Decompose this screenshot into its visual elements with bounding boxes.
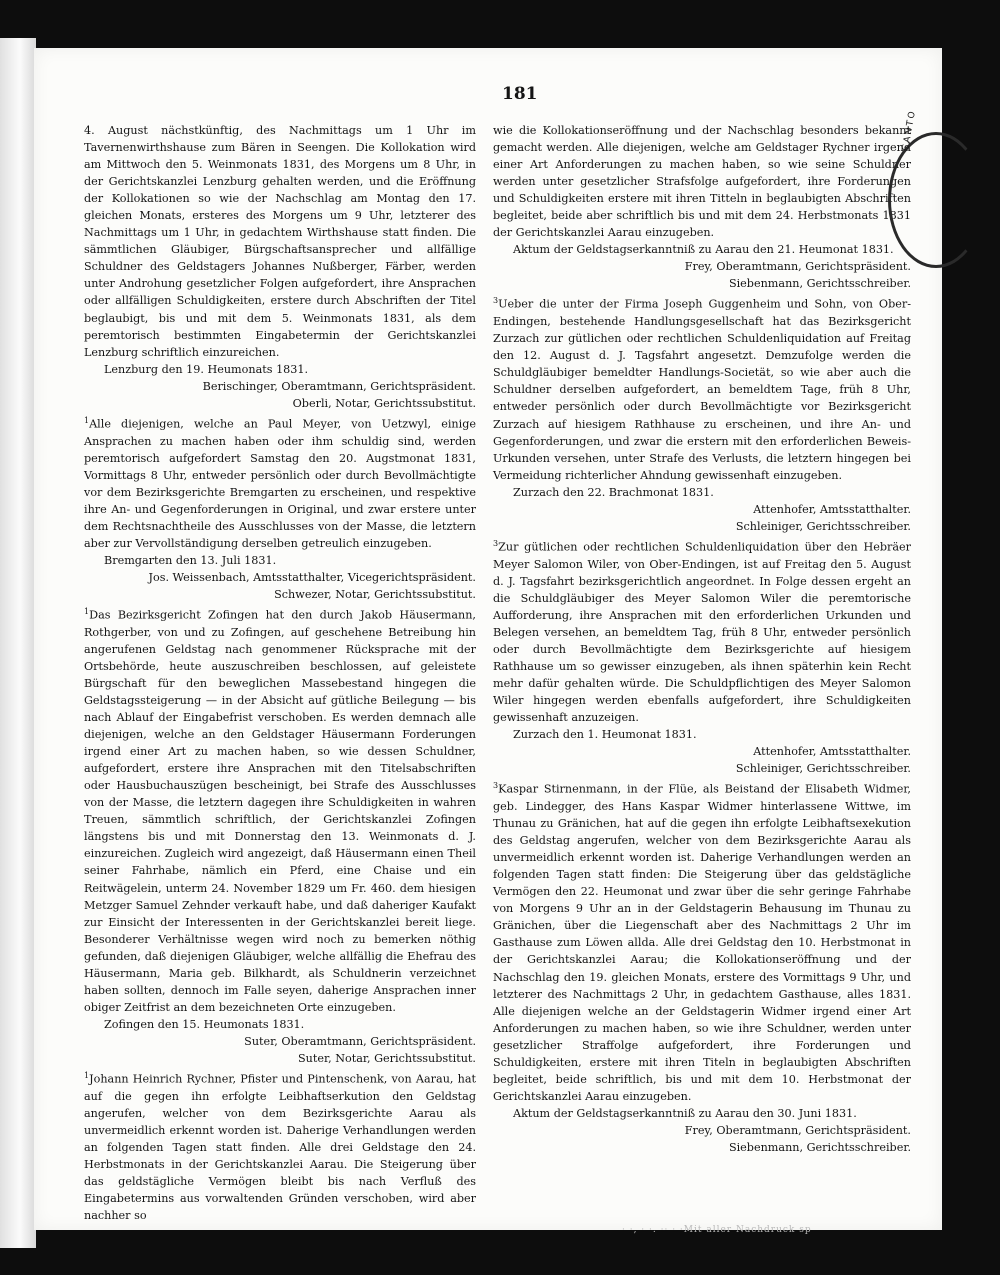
page-number: 181 [502,84,538,104]
notice-paragraph [493,292,911,483]
notice-paragraph [493,535,911,726]
notice-paragraph [84,412,476,552]
facing-page-edge [0,38,36,1248]
faded-bleed-through-text: · ·, · ·. ·· · ·Mit aller Nachdruck sp [622,1225,812,1235]
library-stamp-text: CANTO [901,108,919,152]
notice-text: Ueber die unter der Firma Joseph Guggenheim und Sohn, von Ober-Endingen, bestehende Handlungsgesellschaft hat das Bezirksgericht Zurzach zur gütlichen oder rechtlichen Schuldenliquidation auf Freitag den 12. August d. J. Tagsfahrt angesetzt. Demzufolge werden die Schuldgläubiger bemeldter Handlungs-Societät, so wie aber auch die Schuldner derselben aufgefordert, an bemeldtem Tage, früh 8 Uhr, entweder persönlich oder durch Bevollmächtigte vor Bezirksgericht Zurzach auf hiesigem Rathhause zu erscheinen, und ihre An- und Gegenforderungen, und zwar die erstern mit den erforderlichen Beweis-Urkunden versehen, unter Strafe des Verlusts, die letztern hingegen bei Vermeidung richterlicher Ahndung gewissenhaft einzugeben. [493,298,911,482]
notice-text: Zur gütlichen oder rechtlichen Schuldenliquidation über den Hebräer Meyer Salomon Wiler, von Ober-Endingen, ist auf Freitag den 5. August d. J. Tagsfahrt bezirksgerichtlich angeordnet. In Folge dessen ergeht an die Schuldgläubiger des Meyer Salomon Wiler die peremtorische Aufforderung, ihre Ansprachen mit den erforderlichen Urkunden und Belegen versehen, an bemeldtem Tag, früh 8 Uhr, entweder persönlich oder durch Bevollmächtigte dem Bezirksgerichte auf hiesigem Rathhause um so gewisser einzugeben, als ihnen späterhin kein Recht mehr dafür gehalten würde. Die Schuldpflichtigen des Meyer Salomon Wiler hingegen werden ebenfalls aufgefordert, ihre Schuldigkeiten gewissenhaft anzuzeigen. [493,540,911,725]
signature-line: Siebenmann, Gerichtsschreiber. [728,1140,911,1154]
signature-line: Schleiniger, Gerichtsschreiber. [735,762,911,776]
notice-paragraph [84,122,476,361]
notice-marker: 1 [84,1071,90,1081]
notice-paragraph [84,603,476,1016]
notice-text: Johann Heinrich Rychner, Pfister und Pintenschenk, von Aarau, hat auf die gegen ihn erfolgte Leibhaftserkution den Geldstag angerufen, welcher von dem Bezirksgerichte Aarau als unvermeidlich erkennt worden ist. Daherige Verhandlungen werden an folgenden Tagen statt finden. Alle drei Geldstage den 24. Herbstmonats in der Gerichtskanzlei Aarau. Die Steigerung über das geldstägliche Vermögen bleibt bis nach Verfluß des Eingabetermins aus vorwaltenden Gründen verschoben, wird aber nachher so [84,1072,476,1223]
notice-marker: 3 [493,781,499,791]
place-date-line: Zofingen den 15. Heumonats 1831. [104,1017,305,1031]
notice-paragraph [84,1067,476,1224]
notice-paragraph [493,777,911,1105]
signature-line: Oberli, Notar, Gerichtssubstitut. [292,396,476,410]
notice-text: Das Bezirksgericht Zofingen hat den durch Jakob Häusermann, Rothgerber, von und zu Zofingen, auf geschehene Betreibung hin angerufenen Geldstag nach genommener Rücksprache mit der Ortsbehörde, heute auszuschreiben beschlossen, auf geleistete Bürgschaft für den beweglichen Massebestand hingegen die Geldstagssteigerung — in der Absicht auf gütliche Beilegung — bis nach Ablauf der Eingabefrist verschoben. Es werden demnach alle diejenigen, welche an den Geldstager Häusermann Forderungen irgend einer Art zu machen haben, so wie dessen Schuldner, aufgefordert, erstere ihre Ansprachen mit den Titelsabschriften oder Hausbuchauszügen bescheinigt, bei Strafe des Ausschlusses von der Masse, die letztern dagegen ihre Schuldigkeiten in wahren Treuen, sämmtlich schriftlich, der Gerichtskanzlei Zofingen längstens bis und mit Donnerstag den 13. Weinmonats d. J. einzureichen. Zugleich wird angezeigt, daß Häusermann einen Theil seiner Fahrhabe, nämlich ein Pferd, eine Chaise und ein Reitwägelein, unterm 24. November 1829 um Fr. 460. dem hiesigen Metzger Samuel Zehnder verkauft habe, und daß daheriger Kaufakt zur Einsicht der Interessenten in der Gerichtskanzlei bereit liege. Besonderer Verhältnisse wegen wird noch zu bemerken nöthig gefunden, daß diejenigen Gläubiger, welche allfällig die Ehefrau des Häusermann, Maria geb. Bilkhardt, als Schuldnerin verzeichnet haben sollten, dennoch im Falle seyen, daherige Ansprachen inner obiger Zeitfrist an dem bezeichneten Orte einzugeben. [84,608,476,1014]
notice-marker: 1 [84,607,90,617]
place-date-line: Lenzburg den 19. Heumonats 1831. [104,362,309,376]
notice-marker: 3 [493,538,499,548]
signature-line: Frey, Oberamtmann, Gerichtspräsident. [684,260,911,274]
place-date-line: Zurzach den 1. Heumonat 1831. [513,728,697,742]
notice-text: Kaspar Stirnenmann, in der Flüe, als Beistand der Elisabeth Widmer, geb. Lindegger, des Hans Kaspar Widmer hinterlassene Wittwe, im Thunau zu Gränichen, hat auf die gegen ihn erfolgte Leibhaftsexekution des Geldstag angerufen, welcher von dem Bezirksgerichte Aarau als unvermeidlich erkennt worden ist. Daherige Verhandlungen werden an folgenden Tagen statt finden: Die Steigerung über das geldstägliche Vermögen den 22. Heumonat und zwar über die sehr geringe Fahrhabe von Morgens 9 Uhr an in der Geldstagerin Behausung im Thunau zu Gränichen, über die Liegenschaft aber des Nachmittags 2 Uhr im Gasthause zum Löwen allda. Alle drei Geldstag den 10. Herbstmonat in der Gerichtskanzlei Aarau; die Kollokationseröffnung und der Nachschlag den 19. gleichen Monats, erstere des Vormittags 9 Uhr, und letzterer des Nachmittags 2 Uhr, in gedachtem Gasthause, alles 1831. Alle diejenigen welche an der Geldstagerin Widmer irgend einer Art Anforderungen zu machen haben, so wie ihre Schuldner, werden unter gesetzlicher Straffolge aufgefordert, ihre Forderungen und Schuldigkeiten, erstere mit ihren Titeln in beglaubigten Abschriften begleitet, beide schriftlich, bis und mit dem 10. Herbstmonat der Gerichtskanzlei Aarau einzugeben. [493,782,911,1103]
document-page [34,48,942,1235]
place-date-line: Aktum der Geldstagserkanntniß zu Aarau den 21. Heumonat 1831. [513,243,894,257]
notice-text: 4. August nächstkünftig, des Nachmittags um 1 Uhr im Tavernenwirthshause zum Bären in Seengen. Die Kollokation wird am Mittwoch den 5. Weinmonats 1831, des Morgens um 8 Uhr, in der Gerichtskanzlei Lenzburg gehalten werden, und die Eröffnung der Kollokationen so wie der Nachschlag am Montag den 17. gleichen Monats, ersteres des Morgens um 9 Uhr, letzterer des Nachmittags um 1 Uhr, in gedachtem Wirthshause statt finden. Die sämmtlichen Gläubiger, Bürgschaftsansprecher und allfällige Schuldner des Geldstagers Johannes Nußberger, Färber, werden unter Androhung gesetzlicher Folgen aufgefordert, ihre Ansprachen oder allfälligen Schuldigkeiten, erstere durch Abschriften der Titel beglaubigt, bis und mit dem 5. Weinmonats 1831, als dem peremtorisch bestimmten Eingabetermin der Gerichtskanzlei Lenzburg schriftlich einzureichen. [84,124,476,359]
right-column [493,122,911,1156]
place-date-line: Bremgarten den 13. Juli 1831. [104,553,277,567]
signature-line: Frey, Oberamtmann, Gerichtspräsident. [684,1123,911,1137]
signature-line: Schwezer, Notar, Gerichtssubstitut. [274,588,476,601]
signature-line: Schleiniger, Gerichtsschreiber. [735,519,911,533]
signature-line: Attenhofer, Amtsstatthalter. [753,502,911,516]
place-date-line: Aktum der Geldstagserkanntniß zu Aarau den 30. Juni 1831. [513,1106,857,1120]
signature-line: Siebenmann, Gerichtsschreiber. [728,277,911,291]
signature-line: Suter, Oberamtmann, Gerichtspräsident. [244,1034,476,1048]
notice-text: wie die Kollokationseröffnung und der Nachschlag besonders bekannt gemacht werden. Alle diejenigen, welche am Geldstager Rychner irgend einer Art Anforderungen zu machen haben, so wie seine Schuldner werden unter gesetzlicher Strafsfolge aufgefordert, ihre Forderungen und Schuldigkeiten erstere mit ihren Titteln in beglaubigten Abschriften begleitet, beide aber schriftlich bis und mit dem 24. Herbstmonats 1831 der Gerichtskanzlei Aarau einzugeben. [493,124,911,240]
place-date-line: Zurzach den 22. Brachmonat 1831. [513,485,714,499]
signature-line: Berischinger, Oberamtmann, Gerichtspräsident. [202,379,476,393]
notice-paragraph [493,122,911,241]
notice-text: Alle diejenigen, welche an Paul Meyer, von Uetzwyl, einige Ansprachen zu machen haben oder ihm schuldig sind, werden peremtorisch aufgefordert Samstag den 20. Augstmonat 1831, Vormittags 8 Uhr, entweder persönlich oder durch Bevollmächtigte vor dem Bezirksgerichte Bremgarten zu erscheinen, und respektive ihre An- und Gegenforderungen in Original, und zwar erstere unter dem Rechtsnachtheile des Ausschlusses von der Masse, die letztern aber zur Vervollständigung derselben getreulich einzugeben. [84,417,476,550]
signature-line: Jos. Weissenbach, Amtsstatthalter, Vicegerichtspräsident. [148,570,476,584]
signature-line: Suter, Notar, Gerichtssubstitut. [297,1052,476,1065]
left-column [84,122,476,1224]
notice-marker: 1 [84,415,90,425]
library-stamp [888,132,984,268]
notice-marker: 3 [493,296,499,306]
signature-line: Attenhofer, Amtsstatthalter. [753,745,911,759]
